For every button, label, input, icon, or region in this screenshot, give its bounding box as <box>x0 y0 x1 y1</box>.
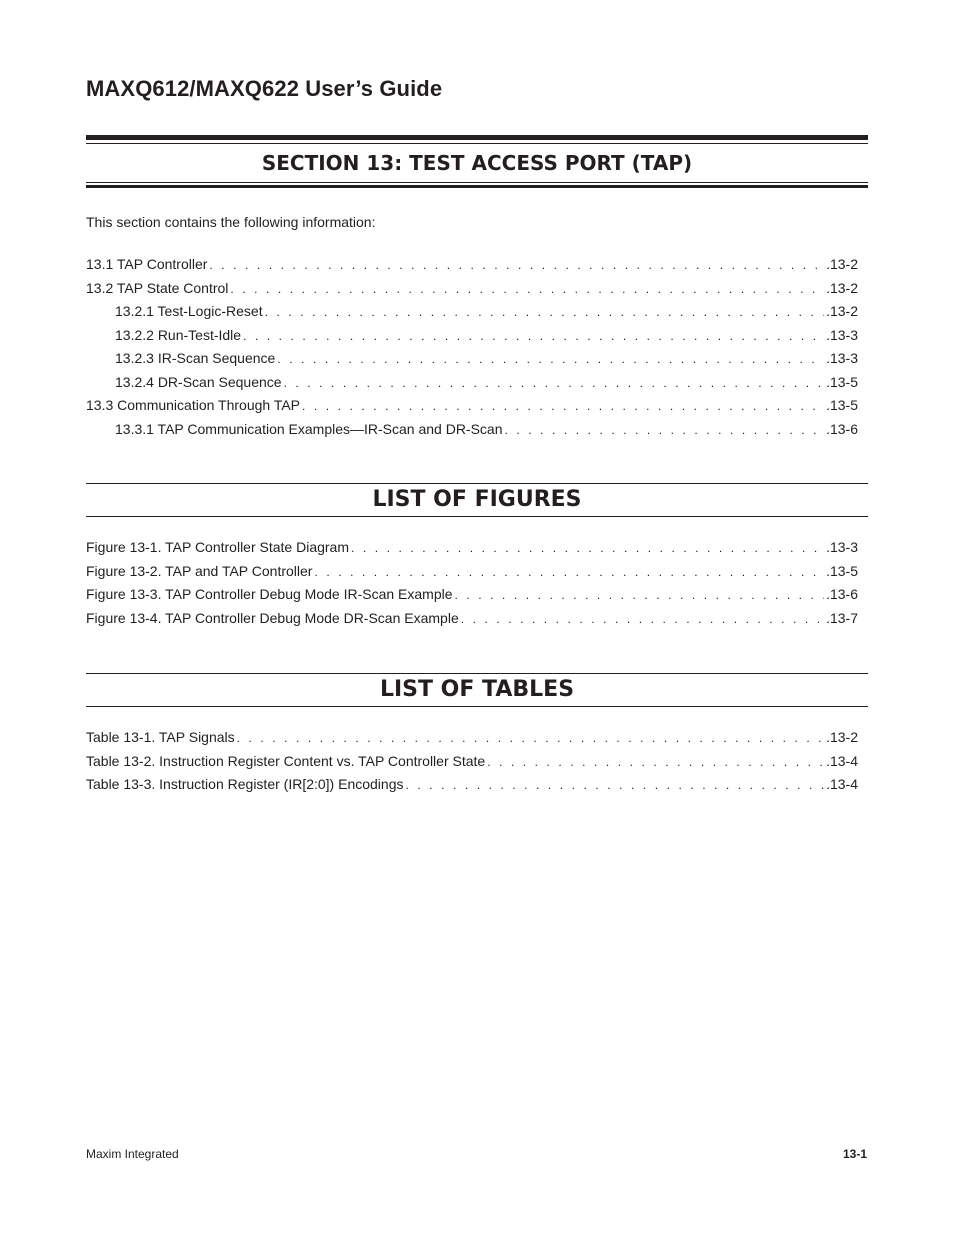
table-entry[interactable] <box>86 729 858 753</box>
table-entry-page: .13-4 <box>826 776 858 792</box>
table-entry-label: Table 13-1. TAP Signals <box>86 729 235 745</box>
table-entry[interactable] <box>86 753 858 777</box>
toc-entry-label: 13.3.1 TAP Communication Examples—IR-Scan and DR-Scan <box>115 420 503 437</box>
tables-title: LIST OF TABLES <box>379 677 575 702</box>
figure-entry-page: .13-5 <box>826 562 858 579</box>
table-entry-label: Table 13-3. Instruction Register (IR[2:0]) Encodings <box>86 776 404 792</box>
divider <box>86 516 868 517</box>
divider <box>86 706 868 707</box>
document-title: MAXQ612/MAXQ622 User’s Guide <box>86 76 443 101</box>
dot-leader <box>406 778 825 792</box>
figure-entry-page: .13-3 <box>826 539 858 555</box>
dot-leader <box>505 423 825 437</box>
toc-subentry[interactable] <box>86 327 858 351</box>
table-entry-page: .13-2 <box>826 729 858 745</box>
figure-entry-page: .13-7 <box>826 609 858 626</box>
toc-entry-label: 13.2.4 DR-Scan Sequence <box>115 373 282 390</box>
toc-entry-page: .13-2 <box>826 303 858 319</box>
figures-heading-block <box>86 483 868 517</box>
toc-entry-page: .13-6 <box>826 420 858 437</box>
dot-leader <box>243 329 824 343</box>
dot-leader <box>265 305 824 319</box>
dot-leader <box>461 612 824 626</box>
figure-entry-label: Figure 13-1. TAP Controller State Diagram <box>86 539 350 555</box>
toc-subentry[interactable] <box>86 350 858 374</box>
section-heading-block <box>86 135 868 188</box>
dot-leader <box>237 731 824 745</box>
toc-entry-page: .13-5 <box>826 373 858 390</box>
dot-leader <box>314 565 824 579</box>
section-toc-list <box>86 256 858 444</box>
toc-entry-page: .13-2 <box>826 256 858 272</box>
section-title: SECTION 13: TEST ACCESS PORT (TAP) <box>261 151 693 175</box>
dot-leader <box>351 541 824 555</box>
divider <box>86 185 868 188</box>
figure-entry-label: Figure 13-4. TAP Controller Debug Mode DR-Scan Example <box>86 609 459 626</box>
dot-leader <box>455 588 825 602</box>
dot-leader <box>302 399 824 413</box>
toc-subentry[interactable] <box>86 374 858 398</box>
figure-entry[interactable] <box>86 586 858 610</box>
figure-entry-page: .13-6 <box>826 586 858 602</box>
toc-entry-label: 13.2.2 Run-Test-Idle <box>115 326 242 343</box>
footer-page-number: 13-1 <box>842 1147 867 1161</box>
dot-leader <box>284 376 825 390</box>
toc-entry-page: .13-5 <box>826 397 858 413</box>
toc-entry-label: 13.2.1 Test-Logic-Reset <box>115 303 263 319</box>
divider <box>86 182 868 183</box>
figure-entry[interactable] <box>86 563 858 587</box>
footer-company: Maxim Integrated <box>86 1147 179 1161</box>
figure-entry-label: Figure 13-2. TAP and TAP Controller <box>86 562 313 579</box>
table-entry-label: Table 13-2. Instruction Register Content vs. TAP Controller State <box>86 752 486 769</box>
divider <box>86 135 868 140</box>
toc-entry-label: 13.1 TAP Controller <box>86 256 208 272</box>
table-entry-page: .13-4 <box>826 752 858 769</box>
dot-leader <box>487 755 824 769</box>
tables-list <box>86 729 858 800</box>
toc-entry-page: .13-3 <box>826 326 858 343</box>
toc-entry-label: 13.2 TAP State Control <box>86 279 229 296</box>
figure-entry[interactable] <box>86 610 858 634</box>
figure-entry-label: Figure 13-3. TAP Controller Debug Mode IR-Scan Example <box>86 586 453 602</box>
toc-entry[interactable] <box>86 280 858 304</box>
toc-entry[interactable] <box>86 256 858 280</box>
toc-entry[interactable] <box>86 397 858 421</box>
dot-leader <box>209 258 824 272</box>
toc-entry-label: 13.3 Communication Through TAP <box>86 397 301 413</box>
toc-entry-label: 13.2.3 IR-Scan Sequence <box>115 350 276 366</box>
table-entry[interactable] <box>86 776 858 800</box>
dot-leader <box>230 282 824 296</box>
toc-entry-page: .13-3 <box>826 350 858 366</box>
intro-text: This section contains the following information: <box>86 214 376 230</box>
figure-entry[interactable] <box>86 539 858 563</box>
figures-list <box>86 539 858 633</box>
tables-heading-block <box>86 673 868 707</box>
figures-title: LIST OF FIGURES <box>372 487 582 512</box>
toc-entry-page: .13-2 <box>826 279 858 296</box>
toc-subentry[interactable] <box>86 421 858 445</box>
toc-subentry[interactable] <box>86 303 858 327</box>
dot-leader <box>277 352 824 366</box>
